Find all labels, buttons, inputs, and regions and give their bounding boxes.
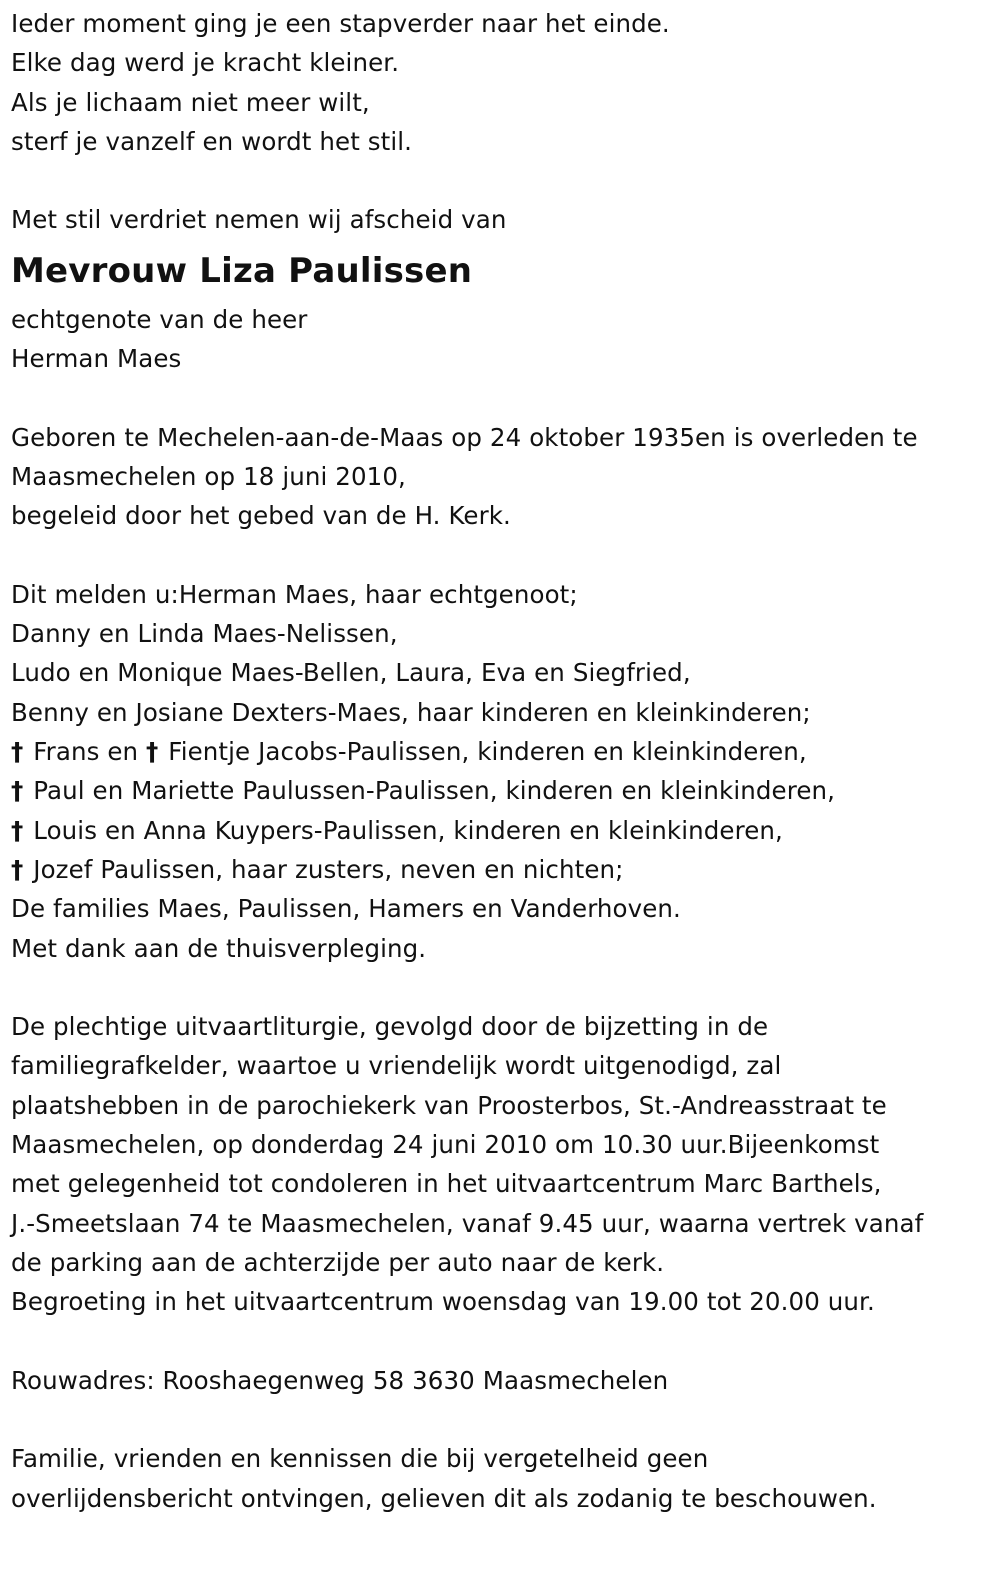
spouse-line: Herman Maes [11,344,182,374]
spouse-line: echtgenote van de heer [11,304,308,334]
funeral-line: met gelegenheid tot condoleren in het uitvaartcentrum Marc Barthels, [11,1169,882,1199]
birth-death-line: Geboren te Mechelen-aan-de-Maas op 24 oktober 1935en is overleden te [11,422,918,452]
deceased-name: Mevrouw Liza Paulissen [11,250,473,291]
spacer [11,1322,1000,1361]
family-line: Benny en Josiane Dexters-Maes, haar kinderen en kleinkinderen; [11,697,811,727]
cross-icon: † [11,776,24,806]
funeral-block [11,1007,1000,1321]
birth-death-line: Maasmechelen op 18 juni 2010, [11,461,406,491]
closing-line: overlijdensbericht ontvingen, gelieven dit als zodanig te beschouwen. [11,1483,877,1513]
cross-icon: † [11,854,24,884]
family-text: Frans en [33,737,139,767]
spacer [11,968,1000,1007]
spacer [11,378,1000,417]
family-block [11,575,1000,968]
funeral-line: de parking aan de achterzijde per auto naar de kerk. [11,1247,665,1277]
closing-block [11,1439,1000,1518]
poem-line: Elke dag werd je kracht kleiner. [11,48,400,78]
cross-icon: † [146,737,159,767]
family-line: Ludo en Monique Maes-Bellen, Laura, Eva en Siegfried, [11,658,691,688]
poem [11,4,1000,161]
spacer [11,161,1000,200]
family-line-paul [11,771,1000,810]
poem-line: Ieder moment ging je een stapverder naar het einde. [11,9,670,38]
spacer [11,536,1000,575]
mourning-address: Rouwadres: Rooshaegenweg 58 3630 Maasmechelen [11,1365,669,1395]
poem-line: sterf je vanzelf en wordt het stil. [11,126,413,156]
family-line-frans [11,732,1000,771]
family-line-louis [11,811,1000,850]
closing-line: Familie, vrienden en kennissen die bij vergetelheid geen [11,1444,709,1474]
spouse-block [11,300,1000,379]
family-line: Danny en Linda Maes-Nelissen, [11,619,398,649]
funeral-line: J.-Smeetslaan 74 te Maasmechelen, vanaf 9.45 uur, waarna vertrek vanaf [11,1208,924,1238]
poem-line: Als je lichaam niet meer wilt, [11,87,370,117]
thanks-line: Met dank aan de thuisverpleging. [11,933,427,963]
funeral-line: Maasmechelen, op donderdag 24 juni 2010 om 10.30 uur.Bijeenkomst [11,1130,880,1160]
family-line: De families Maes, Paulissen, Hamers en Vanderhoven. [11,894,681,924]
funeral-line: plaatshebben in de parochiekerk van Proosterbos, St.-Andreasstraat te [11,1090,887,1120]
family-text: Jozef Paulissen, haar zusters, neven en nichten; [33,854,624,884]
family-text: Paul en Mariette Paulussen-Paulissen, kinderen en kleinkinderen, [33,776,836,806]
cross-icon: † [11,737,24,767]
funeral-line: familiegrafkelder, waartoe u vriendelijk wordt uitgenodigd, zal [11,1051,782,1081]
family-text: Fientje Jacobs-Paulissen, kinderen en kleinkinderen, [168,737,807,767]
funeral-line: De plechtige uitvaartliturgie, gevolgd door de bijzetting in de [11,1012,769,1042]
cross-icon: † [11,815,24,845]
family-line: Dit melden u:Herman Maes, haar echtgenoot; [11,579,578,609]
birth-death-block [11,418,1000,536]
spacer [11,1400,1000,1439]
family-text: Louis en Anna Kuypers-Paulissen, kinderen en kleinkinderen, [33,815,783,845]
birth-death-line: begeleid door het gebed van de H. Kerk. [11,501,511,531]
funeral-line: Begroeting in het uitvaartcentrum woensdag van 19.00 tot 20.00 uur. [11,1287,875,1317]
intro-text: Met stil verdriet nemen wij afscheid van [11,205,507,235]
family-line-jozef [11,850,1000,889]
